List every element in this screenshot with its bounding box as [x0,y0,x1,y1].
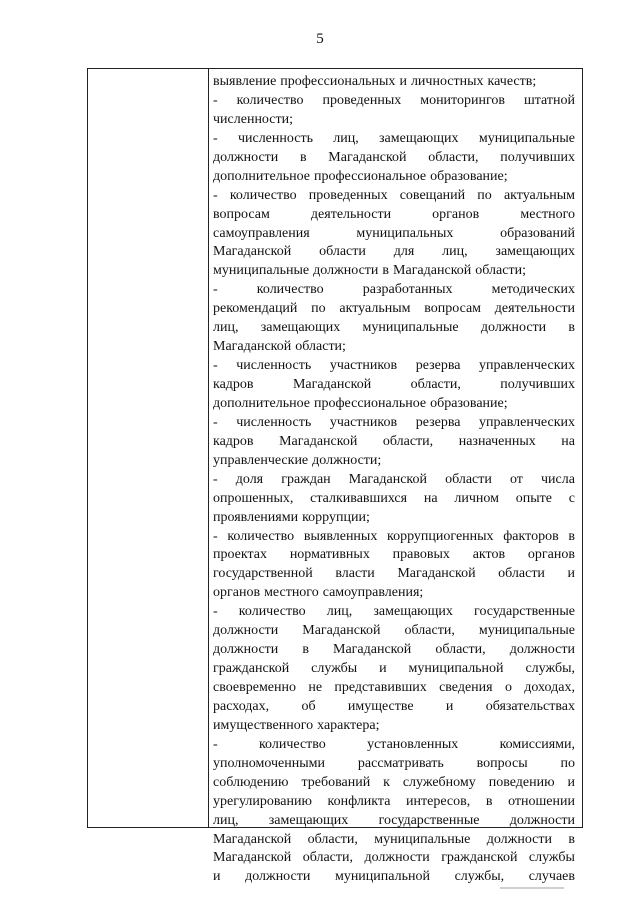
word: личном [454,490,499,506]
page-number: 5 [316,31,324,47]
word: представивших [334,680,427,695]
indicators-table [87,68,583,885]
word: профессиональных [280,74,396,89]
word: должности [486,831,552,847]
text-line [213,679,575,698]
text-line [213,490,575,509]
word: вопросам [424,301,482,317]
word: участников [329,358,398,374]
word: и [399,74,407,89]
word: и [567,566,575,582]
word: - [213,604,218,620]
word: кадров [213,377,254,392]
word: области, [382,433,434,449]
word: коррупциогенных [387,528,494,544]
word: методических [491,282,575,298]
word: опрошенных, [213,490,294,506]
word: опыте [515,490,552,506]
word: замещающих [373,604,453,620]
word: назначенных [458,433,536,449]
word: Магаданской [213,244,292,260]
word: коррупции; [302,509,370,525]
word: имуществе [347,698,414,714]
word: муниципальные [374,831,471,847]
word: области [445,471,492,487]
word: лиц, [333,130,359,146]
word: - [213,187,218,203]
word: в [568,528,575,544]
word: должности [313,263,379,279]
word: количество [256,282,324,298]
word: Магаданской [348,471,427,487]
word: замещающих [379,130,459,146]
word: замещающих [495,244,575,260]
text-line [213,849,575,868]
word: области, [435,642,486,658]
text-line [213,546,575,565]
word: актов [472,547,506,563]
text-line [213,187,575,206]
word: имущественного [213,717,314,733]
word: деятельности [310,206,392,222]
word: управленческих [479,414,575,430]
word: расходах, [213,698,270,714]
word: участников [329,414,398,430]
text-line [213,111,575,130]
word: резерва [415,414,461,430]
word: количество [258,736,326,752]
word: качеств; [487,74,537,89]
word: профессиональное [313,395,427,411]
text-line [213,831,575,850]
word: Магаданской [397,566,476,582]
text-line [213,603,575,622]
word: и [445,698,454,714]
text-line [213,319,575,338]
word: области; [295,339,346,355]
word: доля [235,471,264,487]
word: факторов [503,528,559,544]
table-right-cell [209,69,582,885]
scan-artifact [500,887,564,889]
word: должности [480,320,547,336]
word: органов [213,585,261,601]
word: должности; [312,452,382,468]
word: области [319,244,366,260]
word: правовых [392,547,450,563]
word: муниципальной [334,869,430,885]
word: доходах, [524,680,575,695]
word: должности [364,850,430,866]
text-line [213,736,575,755]
table-left-cell [88,69,209,827]
word: об [301,698,316,714]
word: государственные [474,604,575,620]
word: проявлениями [213,509,299,525]
word: совещаний [399,187,466,203]
text-line [213,717,575,736]
word: численность [237,130,313,146]
word: лиц, [213,812,239,828]
word: - [213,736,218,752]
word: своевременно [213,680,296,695]
word: выявленных [303,528,378,544]
word: Магаданской [328,149,407,165]
word: дополнительное [213,168,310,184]
text-line [213,868,575,887]
text-line [213,206,575,225]
word: сведения [439,680,493,695]
word: гражданской [213,661,290,677]
text-line [213,509,575,528]
text-line [213,660,575,679]
text-line [213,528,575,547]
word: - [213,282,218,298]
word: служебному [402,774,476,790]
word: должности [213,149,279,165]
word: проведенных [322,92,402,108]
word: кадров [213,433,254,449]
word: Магаданской [302,623,381,639]
word: государственные [378,812,480,828]
text-line [213,338,575,357]
text-line [213,755,575,774]
word: службы, [525,661,575,677]
text-line [213,471,575,490]
word: самоуправления [213,225,310,241]
word: рекомендаций [213,301,298,317]
text-line [213,225,575,244]
text-line [213,698,575,717]
word: количество [227,528,295,544]
word: органов [432,206,480,222]
word: местного [264,585,319,601]
word: с [568,490,575,506]
word: местного [520,206,575,222]
word: Магаданской [213,339,292,355]
word: и [379,661,387,677]
word: и [567,774,575,790]
word: случаев [528,869,575,885]
word: Магаданской [333,642,412,658]
word: по [560,755,575,771]
word: управленческие [213,452,309,468]
word: должности [245,869,311,885]
word: - [213,471,218,487]
word: профессиональное [313,168,427,184]
word: службы [528,850,575,866]
word: резерва [415,358,461,374]
word: Магаданской [393,263,472,279]
word: дополнительное [213,395,310,411]
word: количество [236,92,304,108]
word: количество [229,187,297,203]
text-line [213,584,575,603]
text-line [213,414,575,433]
word: отношении [508,793,575,809]
word: интересов, [406,793,471,809]
word: в [302,642,309,658]
word: обязательствах [485,698,575,714]
word: гражданской [441,850,518,866]
word: муниципальные [478,623,575,639]
word: области, [404,623,455,639]
word: конфликта [327,793,391,809]
word: разработанных [362,282,453,298]
text-line [213,376,575,395]
text-line [213,565,575,584]
word: Магаданской [213,831,292,847]
word: должности [213,642,279,658]
word: и [213,869,221,885]
text-line [213,168,575,187]
word: должности [213,623,279,639]
text-line [213,300,575,319]
word: численность [236,414,312,430]
word: - [213,528,218,544]
word: органов [527,547,575,563]
word: проектах [213,547,267,563]
word: самоуправления; [322,585,424,601]
word: в [382,263,390,279]
word: должности [509,812,575,828]
word: соблюдению [213,774,289,790]
word: муниципальные [478,130,575,146]
text-line [213,395,575,414]
word: на [423,490,438,506]
word: области, [428,149,479,165]
text-line [213,452,575,471]
word: - [213,92,218,108]
word: проведенных [308,187,388,203]
text-line [213,149,575,168]
text-line [213,793,575,812]
text-line [213,812,575,831]
word: количество [238,604,306,620]
word: лиц, [213,320,239,336]
word: комиссиями, [499,736,575,752]
word: на [561,433,575,449]
word: в [568,831,575,847]
word: характера; [317,717,380,733]
word: получивших [500,149,575,165]
word: муниципальных [356,225,454,241]
word: области; [475,263,526,279]
word: - [213,414,218,430]
text-line [213,262,575,281]
text-line [213,73,575,92]
word: вопросам [213,206,270,222]
word: нормативных [289,547,370,563]
word: о [504,680,512,695]
word: для [393,244,415,260]
text-line [213,92,575,111]
word: замещающих [260,320,341,336]
word: от [509,471,523,487]
word: области, [410,377,461,392]
word: Магаданской [292,377,372,392]
word: службы, [454,869,505,885]
word: актуальным [503,187,575,203]
text-line [213,641,575,660]
word: лиц, [326,604,353,620]
word: деятельности [494,301,575,317]
word: муниципальные [213,263,310,279]
text-line [213,774,575,793]
word: поведению [488,774,555,790]
word: государственной [213,566,313,582]
word: службы [311,661,358,677]
word: выявление [213,74,277,89]
text-line [213,433,575,452]
word: в [485,793,493,809]
word: замещающих [268,812,349,828]
word: по [477,187,492,203]
word: требований [301,774,371,790]
word: Магаданской [213,850,292,866]
word: мониторингов [420,92,505,108]
word: образование; [430,168,508,184]
text-line [213,622,575,641]
word: лиц, [442,244,468,260]
word: - [213,130,218,146]
word: штатной [523,92,575,108]
word: не [308,680,323,695]
word: муниципальной [408,661,504,677]
word: в [299,149,307,165]
word: личностных [410,74,484,89]
word: сталкивавшихся [310,490,408,506]
word: численности; [213,111,293,127]
word: должности [509,642,575,658]
word: актуальным [339,301,411,317]
word: уполномоченными [213,755,326,771]
text-line [213,357,575,376]
word: образований [500,225,575,241]
word: власти [335,566,375,582]
text-line [213,243,575,262]
word: численность [236,358,312,374]
word: области, [302,850,354,866]
word: области, [307,831,358,847]
word: управленческих [479,358,575,374]
word: рассматривать [357,755,444,771]
text-line [213,130,575,149]
word: к [383,774,390,790]
word: Магаданской [279,433,358,449]
word: муниципальные [362,320,459,336]
word: области [498,566,545,582]
word: числа [540,471,575,487]
word: получивших [500,377,575,392]
word: установленных [367,736,459,752]
word: вопросы [476,755,528,771]
word: по [311,301,326,317]
word: в [568,320,575,336]
word: урегулированию [213,793,312,809]
word: образование; [430,395,508,411]
word: - [213,358,218,374]
word: граждан [281,471,331,487]
text-line [213,281,575,300]
